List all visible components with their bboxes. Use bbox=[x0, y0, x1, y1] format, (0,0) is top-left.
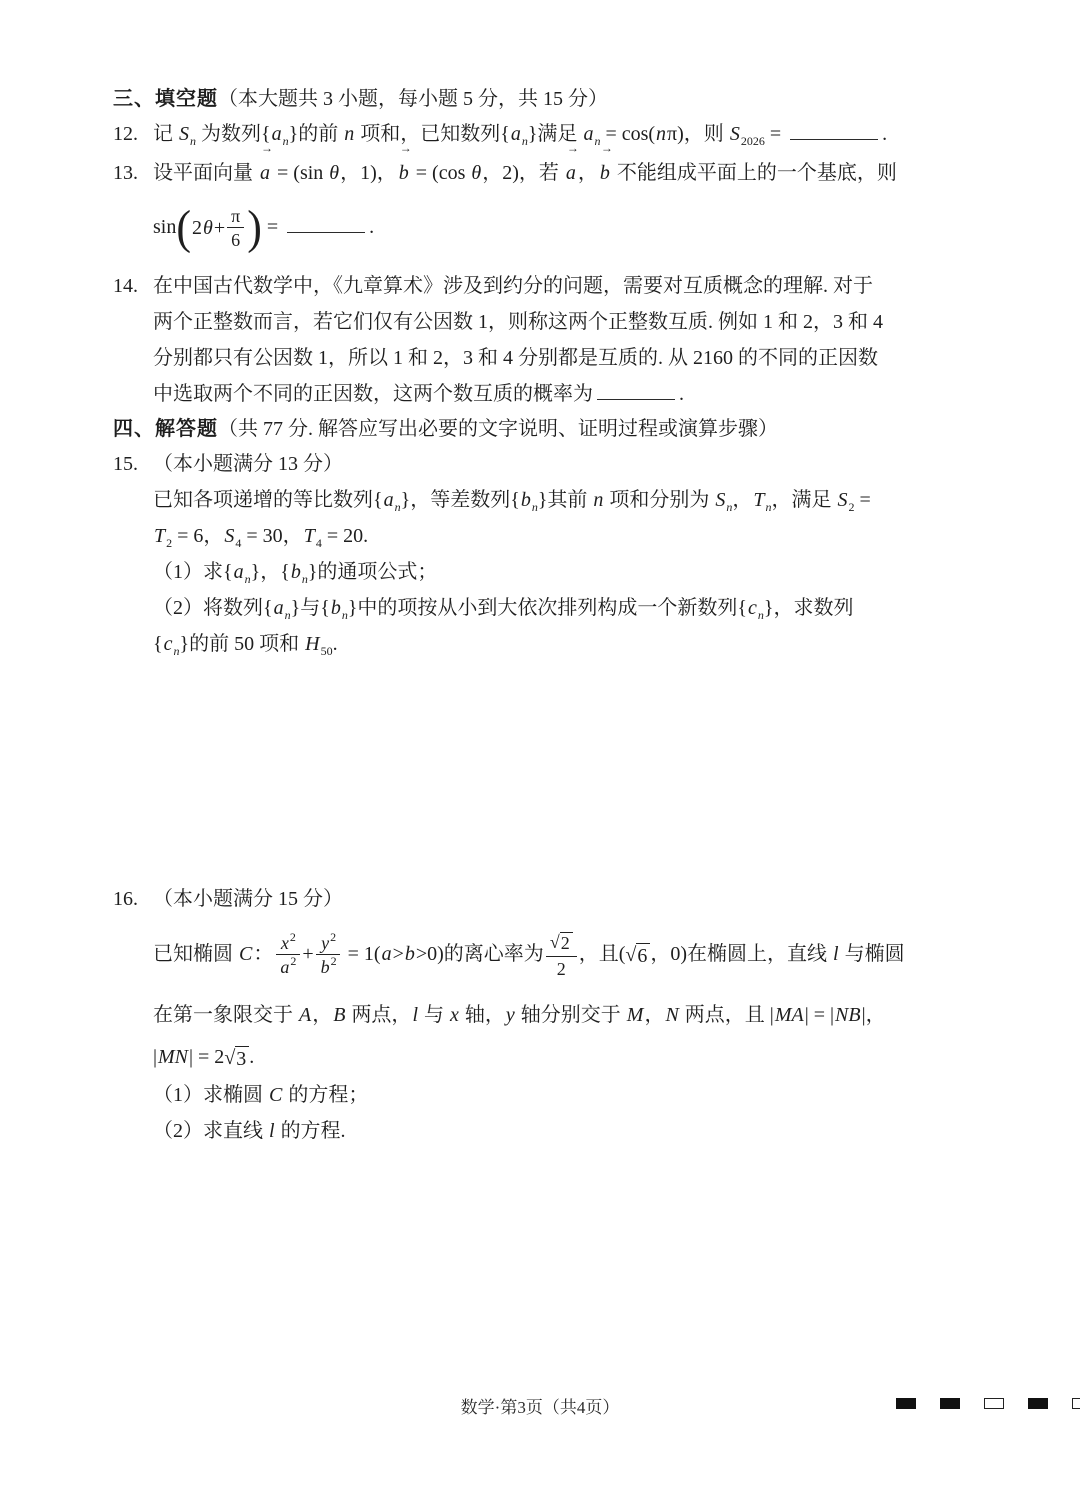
vector-symbol: → b bbox=[398, 141, 412, 184]
text-run: 在第一象限交于 bbox=[153, 1004, 298, 1026]
question-13 bbox=[113, 141, 1040, 258]
question-16 bbox=[113, 881, 1040, 1149]
section-meta: （本大题共 3 小题，每小题 5 分，共 15 分） bbox=[218, 88, 608, 110]
math-var: n bbox=[656, 123, 667, 145]
mark-square bbox=[1028, 1398, 1048, 1409]
math-var: $a_n$ bbox=[510, 123, 528, 148]
math-var: C bbox=[269, 1084, 283, 1106]
question-16-part2 bbox=[153, 1113, 1040, 1149]
text-run: 的方程； bbox=[283, 1084, 369, 1106]
text-run: = bbox=[261, 216, 284, 238]
math-var: $S_2$ bbox=[837, 489, 855, 514]
fraction bbox=[546, 931, 577, 979]
sqrt-radical: √ 2 bbox=[550, 932, 573, 955]
answer-blank bbox=[287, 230, 365, 233]
text-run: }的通项公式； bbox=[307, 561, 438, 583]
text-run: = (cos bbox=[410, 162, 471, 184]
text-run: }，求数列 bbox=[763, 597, 854, 619]
math-var: M bbox=[626, 1004, 644, 1026]
math-var: NB bbox=[835, 1004, 861, 1026]
question-16-line3 bbox=[153, 1037, 1040, 1077]
math-var: $a_n$ bbox=[583, 123, 601, 148]
text-run: | bbox=[153, 1046, 158, 1068]
fraction bbox=[316, 929, 341, 978]
math-var: N bbox=[665, 1004, 679, 1026]
text-run: 设平面向量 bbox=[153, 162, 258, 184]
text-run: π bbox=[231, 205, 241, 226]
answer-blank bbox=[597, 397, 675, 400]
math-var: MN bbox=[158, 1046, 189, 1068]
text-run: 不能组成平面上的一个基底，则 bbox=[611, 162, 897, 184]
question-13-formula bbox=[153, 197, 1040, 258]
math-var: y bbox=[505, 1004, 515, 1026]
text-run: . bbox=[679, 383, 684, 405]
text-run: 2 bbox=[192, 217, 202, 240]
math-var: l bbox=[833, 943, 839, 965]
text-run: 已知椭圆 bbox=[153, 943, 238, 965]
text-run: 轴分别交于 bbox=[515, 1004, 626, 1026]
answer-blank bbox=[790, 137, 878, 140]
text-run: ， bbox=[577, 162, 598, 184]
text-run: ， bbox=[732, 489, 753, 511]
text-run: 记 bbox=[153, 123, 178, 145]
question-15-part1 bbox=[153, 554, 1040, 590]
math-var: $c_n$ bbox=[748, 597, 764, 622]
math-var: $S_4$ bbox=[224, 525, 242, 550]
math-var: $x^2$ bbox=[280, 929, 296, 953]
question-16-line1 bbox=[153, 917, 1040, 991]
text-run: ，0)在椭圆上，直线 bbox=[650, 943, 833, 965]
text-run: = bbox=[764, 123, 787, 145]
math-var: n bbox=[344, 123, 355, 145]
text-run: = 30， bbox=[241, 525, 303, 547]
text-run: （2）将数列{ bbox=[153, 597, 273, 619]
text-run: 2 bbox=[556, 958, 566, 979]
text-run: 两点， bbox=[346, 1004, 412, 1026]
text-run: }其前 bbox=[537, 489, 593, 511]
text-run: { bbox=[153, 633, 163, 655]
text-run: }的前 50 项和 bbox=[179, 633, 305, 655]
text-run: 与 bbox=[419, 1004, 449, 1026]
text-run: = cos( bbox=[600, 123, 656, 145]
text-run: （1）求椭圆 bbox=[153, 1084, 268, 1106]
question-15-part2 bbox=[153, 590, 1040, 626]
text-run: 项和，已知数列{ bbox=[355, 123, 510, 145]
math-var: $a_n$ bbox=[233, 561, 251, 586]
text-run: π)，则 bbox=[667, 123, 729, 145]
text-run: 为数列{ bbox=[196, 123, 271, 145]
math-var: $a_n$ bbox=[273, 597, 291, 622]
text-run: ，且( bbox=[578, 943, 626, 965]
text-run: ： bbox=[253, 943, 274, 965]
text-run: （2）求直线 bbox=[153, 1120, 268, 1142]
text-run: ， bbox=[312, 1004, 333, 1026]
question-15-line2 bbox=[153, 518, 1040, 554]
text-run: + bbox=[213, 217, 226, 240]
question-13-text bbox=[153, 141, 1040, 191]
text-run: sin bbox=[153, 216, 177, 238]
text-run: = bbox=[854, 489, 871, 511]
text-run: （1）求{ bbox=[153, 561, 233, 583]
text-run: + bbox=[302, 943, 314, 965]
text-run: 2 bbox=[560, 933, 570, 954]
section-title: 四、解答题 bbox=[113, 418, 218, 440]
text-run: ，满足 bbox=[771, 489, 837, 511]
question-15-part2b bbox=[153, 626, 1040, 662]
text-run: ，1)， bbox=[340, 162, 397, 184]
math-var: $b_n$ bbox=[290, 561, 308, 586]
math-var: $a^2$ bbox=[280, 954, 297, 978]
question-15-line1 bbox=[153, 482, 1040, 518]
mark-square bbox=[984, 1398, 1004, 1409]
text-run: }，等差数列{ bbox=[400, 489, 520, 511]
question-16-part1 bbox=[153, 1077, 1040, 1113]
math-var: $H_{50}$ bbox=[305, 633, 333, 658]
text-run: |， bbox=[861, 1004, 886, 1026]
text-run: = (sin bbox=[272, 162, 329, 184]
math-var: $c_n$ bbox=[163, 633, 180, 658]
math-var: $b^2$ bbox=[320, 954, 337, 978]
question-14-line3: 分别都只有公因数 1，所以 1 和 2，3 和 4 分别都是互质的. 从 2160 的不同的正因数 bbox=[153, 347, 878, 369]
text-run: = 6， bbox=[172, 525, 224, 547]
question-12-text bbox=[153, 116, 1040, 152]
question-15 bbox=[113, 446, 1040, 662]
text-run: >0)的离心率为 bbox=[415, 943, 544, 965]
sqrt-radical: √ 3 bbox=[224, 1046, 249, 1071]
text-run: | = 2 bbox=[189, 1046, 225, 1068]
text-run: }满足 bbox=[527, 123, 583, 145]
text-run: 3 bbox=[236, 1047, 247, 1070]
question-number: 16. bbox=[113, 888, 138, 910]
math-var: a bbox=[381, 943, 392, 965]
text-run: 两点，且 | bbox=[679, 1004, 774, 1026]
math-var: n bbox=[593, 489, 604, 511]
math-var: $y^2$ bbox=[321, 929, 337, 953]
math-var: $a_n$ bbox=[383, 489, 401, 514]
fraction bbox=[275, 929, 300, 978]
text-run: ，2)，若 bbox=[482, 162, 564, 184]
question-14 bbox=[113, 268, 1040, 412]
question-14-line2: 两个正整数而言，若它们仅有公因数 1，则称这两个正整数互质. 例如 1 和 2，3 和 4 bbox=[153, 311, 883, 333]
text-run: 与椭圆 bbox=[839, 943, 905, 965]
math-var: θ bbox=[203, 217, 213, 240]
section-heading-answer bbox=[113, 411, 1030, 447]
math-var: C bbox=[239, 943, 253, 965]
math-var: B bbox=[333, 1004, 346, 1026]
text-run: ， bbox=[644, 1004, 665, 1026]
section-meta: （共 77 分. 解答应写出必要的文字说明、证明过程或演算步骤） bbox=[218, 418, 778, 440]
text-run: 已知各项递增的等比数列{ bbox=[153, 489, 383, 511]
text-run: . bbox=[249, 1046, 255, 1068]
text-run: }，{ bbox=[250, 561, 290, 583]
text-run: 轴， bbox=[459, 1004, 505, 1026]
page-footer: 数学·第3页（共4页） bbox=[460, 1398, 620, 1417]
fraction bbox=[227, 206, 244, 251]
math-var: l bbox=[269, 1120, 275, 1142]
section-heading-fill-in bbox=[113, 81, 1030, 117]
math-var: x bbox=[450, 1004, 459, 1026]
math-var: $T_2$ bbox=[154, 525, 173, 550]
mark-square bbox=[940, 1398, 960, 1409]
math-var: $T_4$ bbox=[303, 525, 322, 550]
math-var: A bbox=[299, 1004, 312, 1026]
question-number: 15. bbox=[113, 453, 138, 475]
vector-symbol: → b bbox=[599, 141, 613, 184]
math-var: MA bbox=[774, 1004, 804, 1026]
text-run: 中选取两个不同的正因数，这两个数互质的概率为 bbox=[153, 383, 593, 405]
text-run: }与{ bbox=[290, 597, 330, 619]
text-run: . bbox=[882, 123, 888, 145]
mark-square bbox=[1072, 1398, 1080, 1409]
question-15-head: （本小题满分 13 分） bbox=[153, 453, 343, 475]
mark-square bbox=[896, 1398, 916, 1409]
text-run: 6 bbox=[231, 230, 241, 251]
question-16-line2 bbox=[153, 997, 1040, 1033]
text-run: = 1( bbox=[342, 943, 381, 965]
text-run: 项和分别为 bbox=[604, 489, 715, 511]
text-run: . bbox=[369, 216, 375, 238]
question-number: 12. bbox=[113, 123, 138, 145]
question-number: 14. bbox=[113, 275, 138, 297]
math-var: $T_n$ bbox=[753, 489, 772, 514]
question-14-line4 bbox=[153, 376, 1040, 412]
question-16-head: （本小题满分 15 分） bbox=[153, 888, 343, 910]
text-run: 6 bbox=[637, 944, 648, 967]
math-var: $S_{2026}$ bbox=[729, 123, 765, 148]
text-run: 的方程. bbox=[275, 1120, 346, 1142]
registration-marks bbox=[896, 1398, 1080, 1409]
text-run: = 20. bbox=[321, 525, 369, 547]
math-var: $S_n$ bbox=[179, 123, 196, 148]
text-run: }中的项按从小到大依次排列构成一个新数列{ bbox=[347, 597, 748, 619]
math-var: $b_n$ bbox=[520, 489, 538, 514]
text-run: > bbox=[392, 943, 404, 965]
vector-symbol: → a bbox=[565, 141, 579, 184]
math-var: θ bbox=[329, 162, 340, 184]
text-run: . bbox=[332, 633, 338, 655]
text-run: }的前 bbox=[288, 123, 344, 145]
math-var: l bbox=[412, 1004, 418, 1026]
math-var: θ bbox=[471, 162, 482, 184]
question-14-line1: 在中国古代数学中，《九章算术》涉及到约分的问题，需要对互质概念的理解. 对于 bbox=[153, 275, 873, 297]
math-var: $b_n$ bbox=[330, 597, 348, 622]
sqrt-radical: √ 6 bbox=[625, 943, 650, 968]
math-var: $a_n$ bbox=[271, 123, 289, 148]
question-number: 13. bbox=[113, 162, 138, 184]
math-var: b bbox=[404, 943, 415, 965]
math-var: $S_n$ bbox=[715, 489, 733, 514]
vector-symbol: → a bbox=[260, 141, 273, 184]
section-title: 三、填空题 bbox=[113, 88, 218, 110]
big-paren-group: ( 2 θ + $\frac{\pi}{6}$ ) bbox=[176, 198, 262, 258]
text-run: | = | bbox=[804, 1004, 834, 1026]
